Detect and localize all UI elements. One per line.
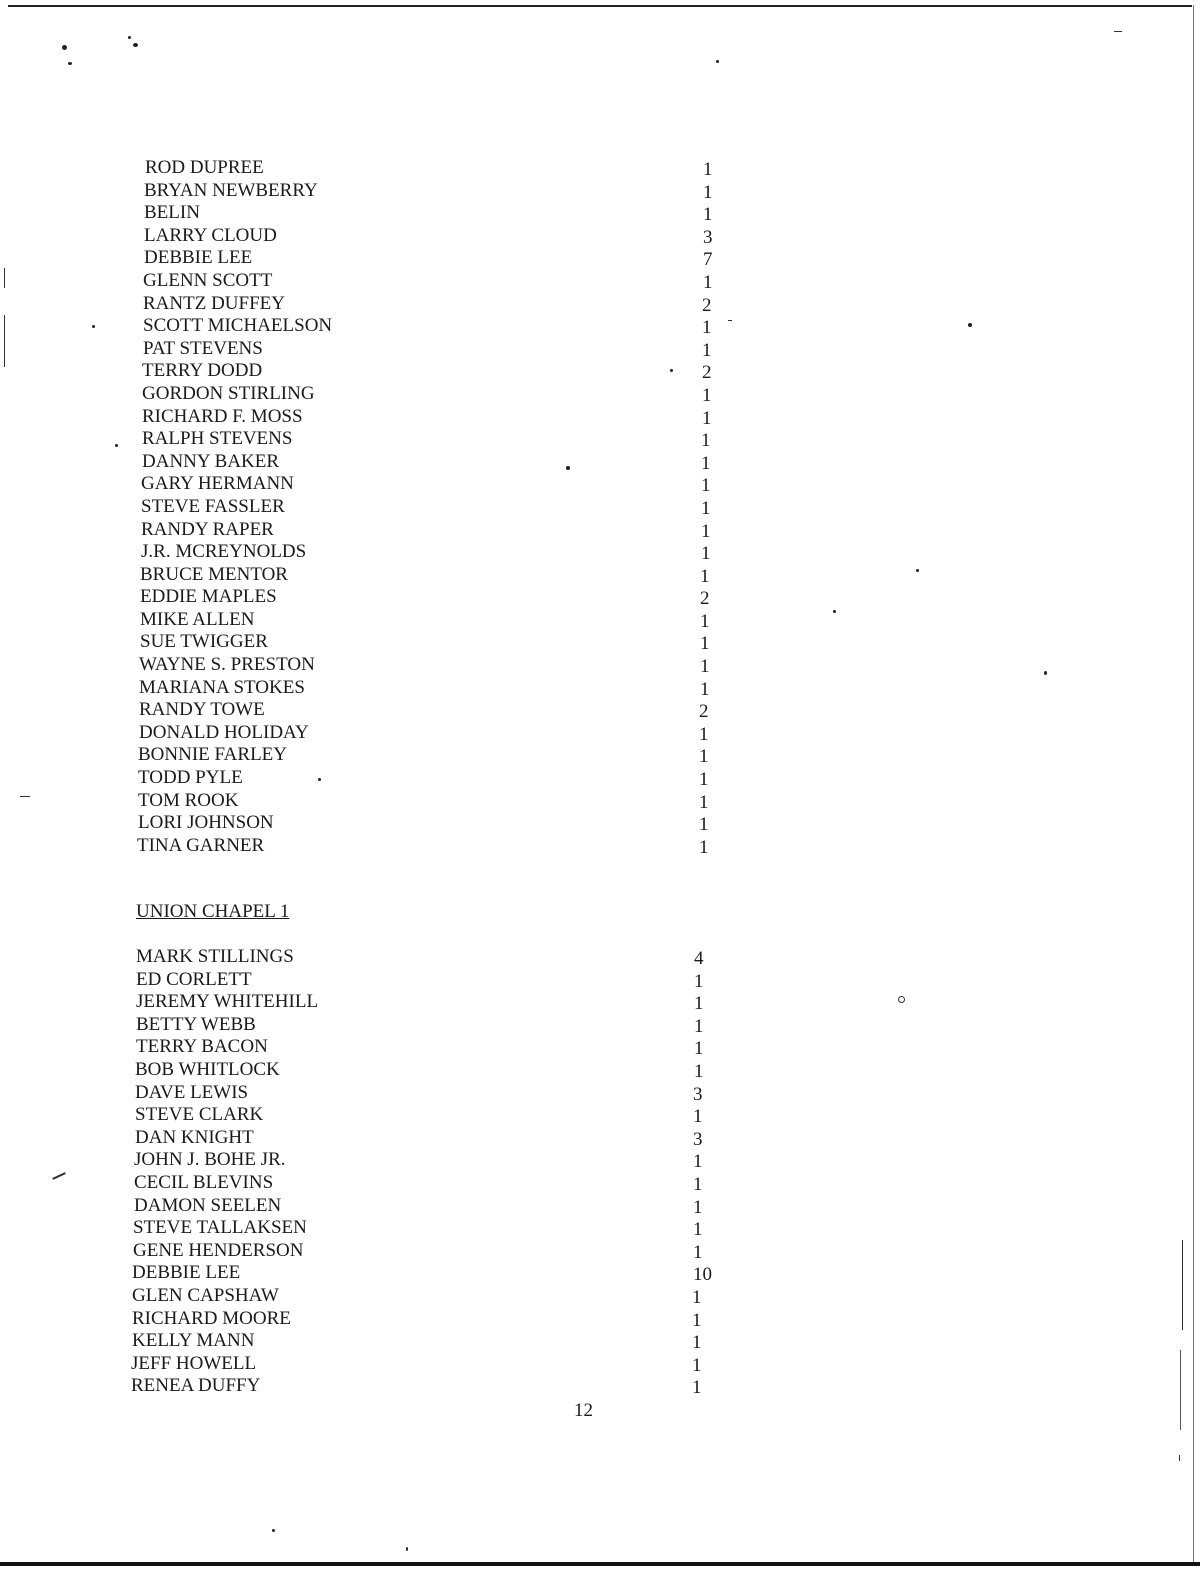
scan-mark: [1182, 1240, 1183, 1330]
entry-name: JEFF HOWELL: [131, 1352, 257, 1374]
scan-speck: [898, 996, 905, 1003]
entry-name: KELLY MANN: [132, 1330, 255, 1352]
entry-name: TODD PYLE: [138, 767, 243, 789]
scan-speck: [406, 1547, 408, 1551]
entry-count: 1: [702, 317, 712, 339]
scan-mark: [1179, 1455, 1180, 1461]
scan-mark: [20, 796, 30, 797]
entry-count: 1: [692, 1354, 702, 1376]
entry-count: 1: [692, 1309, 702, 1331]
entry-name: BONNIE FARLEY: [138, 744, 288, 766]
entry-name: GENE HENDERSON: [133, 1239, 304, 1261]
entry-count: 1: [702, 339, 712, 361]
entry-name: STEVE TALLAKSEN: [133, 1217, 307, 1239]
entry-count: 1: [699, 814, 709, 836]
entry-name: DAMON SEELEN: [134, 1194, 282, 1216]
entry-count: 7: [703, 249, 713, 271]
entry-count: 1: [700, 610, 710, 632]
entry-count: 1: [692, 1286, 702, 1308]
entry-count: 1: [694, 970, 704, 992]
entry-count: 1: [700, 633, 710, 655]
entry-count: 4: [694, 948, 704, 969]
entry-name: CECIL BLEVINS: [134, 1171, 274, 1193]
entry-name: STEVE CLARK: [135, 1104, 264, 1126]
entry-count: 1: [699, 791, 709, 813]
entry-name: MARIANA STOKES: [139, 676, 305, 698]
entry-count: 1: [700, 678, 710, 700]
entry-count: 1: [693, 1106, 703, 1128]
entry-name: RANDY RAPER: [141, 518, 274, 540]
entry-count: 1: [700, 656, 710, 678]
entry-count: 1: [699, 836, 709, 858]
entry-name: RENEA DUFFY: [131, 1375, 261, 1397]
entry-count: 1: [699, 769, 709, 791]
entry-name: LARRY CLOUD: [144, 224, 277, 246]
entry-name: WAYNE S. PRESTON: [139, 654, 315, 676]
entry-count: 1: [694, 993, 704, 1015]
entry-name: DEBBIE LEE: [144, 247, 253, 269]
scan-speck: [318, 778, 321, 781]
scan-mark: [4, 315, 5, 367]
entry-name: SCOTT MICHAELSON: [143, 315, 333, 337]
scan-bottom-border: [0, 1562, 1200, 1566]
entry-name: DONALD HOLIDAY: [139, 721, 309, 743]
section-heading: UNION CHAPEL 1: [136, 901, 290, 922]
entry-count: 1: [702, 384, 712, 406]
entry-count: 1: [699, 723, 709, 745]
entry-name: BELIN: [144, 202, 200, 224]
entry-name: RANDY TOWE: [139, 699, 265, 721]
entry-count: 2: [700, 588, 710, 610]
entry-name: STEVE FASSLER: [141, 495, 285, 517]
entry-name: TERRY BACON: [136, 1036, 268, 1058]
entry-name: JOHN J. BOHE JR.: [134, 1149, 286, 1171]
entry-count: 1: [693, 1219, 703, 1241]
entry-count: 1: [701, 543, 711, 565]
scan-speck: [272, 1529, 275, 1532]
entry-name: BRUCE MENTOR: [140, 563, 288, 585]
entry-count: 1: [703, 159, 713, 180]
entry-name: EDDIE MAPLES: [140, 586, 277, 608]
entry-count: 1: [694, 1015, 704, 1037]
entry-count: 1: [702, 407, 712, 429]
entry-count: 1: [701, 430, 711, 452]
entry-count: 2: [702, 362, 712, 384]
entry-name: JEREMY WHITEHILL: [136, 991, 319, 1013]
entry-count: 2: [699, 701, 709, 723]
entry-name: GORDON STIRLING: [142, 382, 315, 404]
page-number: 12: [574, 1400, 593, 1421]
scan-speck: [716, 60, 719, 63]
entry-count: 1: [701, 520, 711, 542]
scan-top-border: [8, 5, 1192, 7]
entry-name: GLENN SCOTT: [143, 269, 273, 291]
entry-count: 3: [693, 1128, 703, 1150]
entry-name: TERRY DODD: [142, 360, 263, 382]
scan-mark: [1180, 1350, 1181, 1430]
entry-count: 1: [700, 565, 710, 587]
scan-speck: [128, 36, 131, 39]
entry-count: 1: [701, 452, 711, 474]
entry-count: 1: [703, 204, 713, 226]
scan-speck: [62, 45, 67, 50]
entry-name: BETTY WEBB: [136, 1013, 256, 1035]
entry-name: TOM ROOK: [138, 789, 239, 811]
entry-name: LORI JOHNSON: [138, 812, 274, 834]
entry-count: 1: [703, 271, 713, 293]
scan-mark: [728, 320, 732, 321]
entry-name: J.R. MCREYNOLDS: [141, 541, 307, 563]
entry-name: BOB WHITLOCK: [135, 1058, 280, 1080]
entry-count: 1: [693, 1196, 703, 1218]
entry-count: 1: [701, 497, 711, 519]
entry-count: 1: [703, 181, 713, 203]
entry-name: MIKE ALLEN: [140, 608, 255, 630]
entry-name: DEBBIE LEE: [132, 1262, 241, 1284]
scan-mark: [1114, 31, 1122, 32]
scan-right-border: [1193, 5, 1194, 1565]
scan-speck: [670, 369, 673, 372]
entry-name: DANNY BAKER: [142, 450, 280, 472]
scan-mark: [52, 1172, 66, 1180]
scan-speck: [833, 610, 836, 613]
scan-mark: [4, 268, 5, 288]
entry-name: RICHARD MOORE: [132, 1307, 291, 1329]
entry-count: 1: [692, 1377, 702, 1399]
entry-count: 1: [693, 1241, 703, 1263]
entry-count: 1: [699, 746, 709, 768]
entry-count: 1: [693, 1151, 703, 1173]
scan-speck: [133, 43, 138, 47]
entry-count: 3: [703, 226, 713, 248]
entry-name: TINA GARNER: [137, 834, 265, 856]
entry-count: 1: [694, 1038, 704, 1060]
entry-name: RALPH STEVENS: [142, 428, 293, 450]
entry-count: 2: [702, 294, 712, 316]
entry-name: GLEN CAPSHAW: [132, 1284, 279, 1306]
scan-speck: [1044, 671, 1047, 675]
scan-speck: [92, 325, 95, 328]
scan-speck: [68, 62, 72, 65]
entry-name: RANTZ DUFFEY: [143, 292, 285, 314]
entry-count: 3: [693, 1083, 703, 1105]
entry-name: SUE TWIGGER: [140, 631, 268, 653]
entry-name: ROD DUPREE: [145, 157, 264, 178]
entry-count: 1: [701, 475, 711, 497]
entry-name: PAT STEVENS: [143, 337, 263, 359]
entry-count: 10: [693, 1264, 712, 1286]
scan-speck: [968, 323, 972, 327]
scan-speck: [566, 466, 570, 470]
entry-name: RICHARD F. MOSS: [142, 405, 303, 427]
entry-name: MARK STILLINGS: [136, 946, 294, 967]
scan-speck: [916, 569, 919, 572]
entry-count: 1: [692, 1332, 702, 1354]
entry-name: DAVE LEWIS: [135, 1081, 249, 1103]
entry-count: 1: [694, 1060, 704, 1082]
scan-speck: [115, 444, 118, 447]
entry-count: 1: [693, 1173, 703, 1195]
entry-name: GARY HERMANN: [141, 473, 294, 495]
entry-name: BRYAN NEWBERRY: [144, 179, 318, 201]
entry-name: ED CORLETT: [136, 968, 252, 990]
entry-name: DAN KNIGHT: [135, 1126, 254, 1148]
